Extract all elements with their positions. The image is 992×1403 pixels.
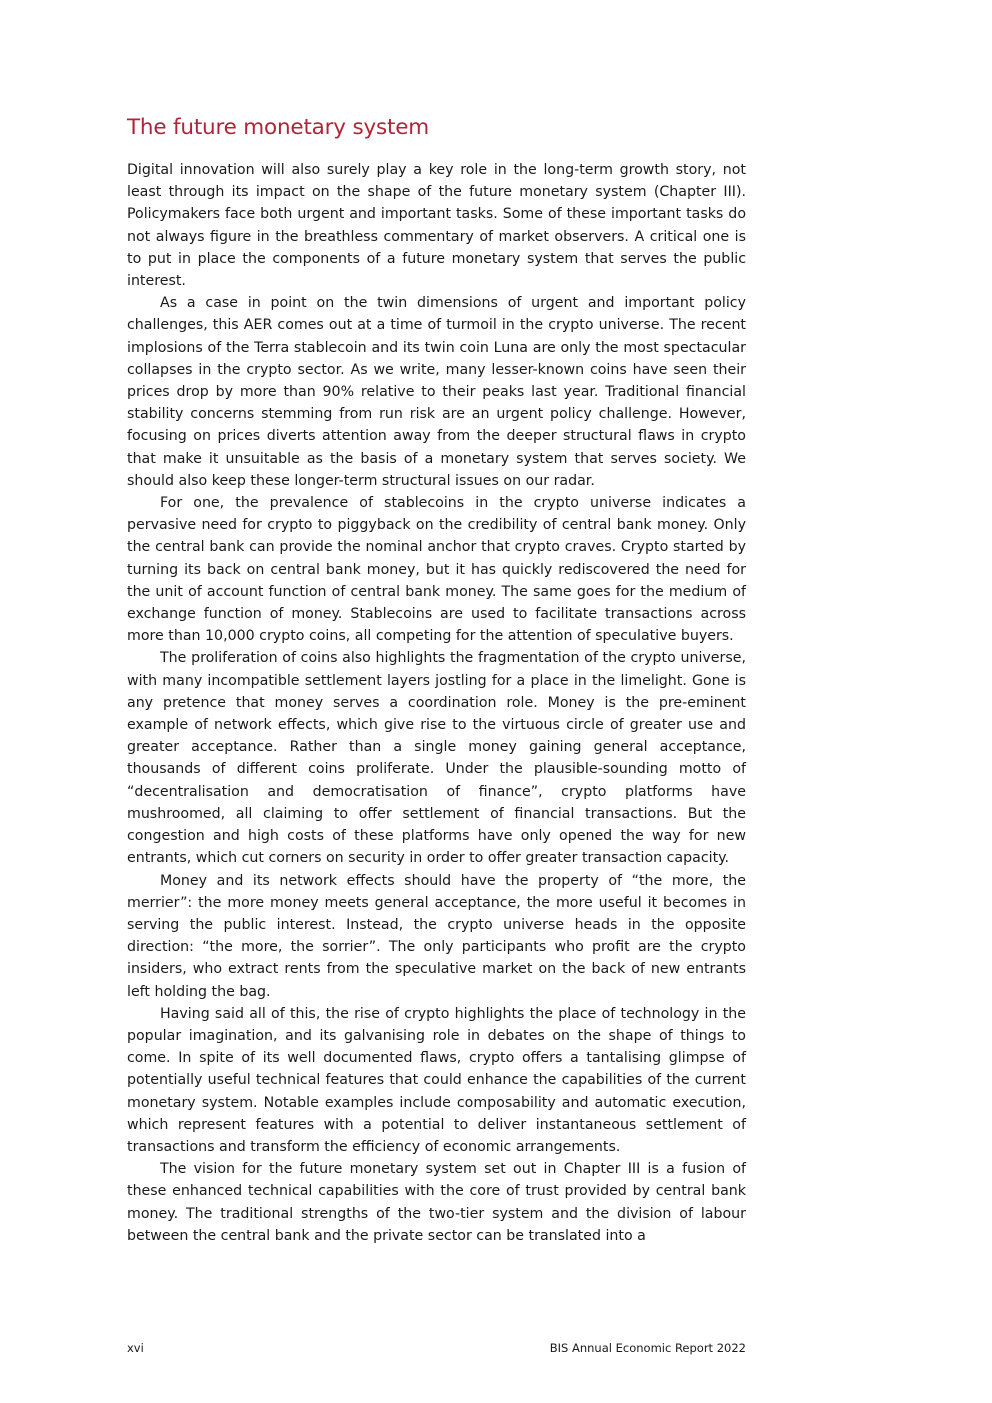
- page-number: xvi: [127, 1341, 144, 1355]
- publication-title: BIS Annual Economic Report 2022: [549, 1341, 746, 1355]
- paragraph-6: Having said all of this, the rise of crypto highlights the place of technology in the popular imagination, and its galvanising role in debates on the shape of things to come. In spite of its well documented flaws, crypto offers a tantalising glimpse of potentially useful technical features that could enhance the capabilities of the current monetary system. Notable examples include composability and automatic execution, which represent features with a potential to deliver instantaneous settlement of transactions and transform the efficiency of economic arrangements.: [127, 1005, 746, 1155]
- paragraph-1: Digital innovation will also surely play a key role in the long-term growth story, not least through its impact on the shape of the future monetary system (Chapter III). Policymakers face both urgent and important tasks. Some of these important tasks do not always figure in the breathless commentary of market observers. A critical one is to put in place the components of a future monetary system that serves the public interest.: [127, 162, 746, 290]
- paragraph-3: For one, the prevalence of stablecoins in the crypto universe indicates a pervasive need for crypto to piggyback on the credibility of central bank money. Only the central bank can provide the nominal anchor that crypto craves. Crypto started by turning its back on central bank money, but it has quickly rediscovered the need for the unit of account function of central bank money. The same goes for the medium of exchange function of money. Stablecoins are used to facilitate transactions across more than 10,000 crypto coins, all competing for the attention of speculative buyers.: [127, 495, 746, 645]
- paragraph-5: Money and its network effects should have the property of “the more, the merrier”: the more money meets general acceptance, the more useful it becomes in serving the public interest. Instead, the crypto universe heads in the opposite direction: “the more, the sorrier”. The only participants who profit are the crypto insiders, who extract rents from the speculative market on the back of new entrants left holding the bag.: [127, 872, 746, 1000]
- article-body: [127, 159, 746, 1247]
- paragraph-2: As a case in point on the twin dimensions of urgent and important policy challenges, this AER comes out at a time of turmoil in the crypto universe. The recent implosions of the Terra stablecoin and its twin coin Luna are only the most spectacular collapses in the crypto sector. As we write, many lesser-known coins have seen their prices drop by more than 90% relative to their peaks last year. Traditional financial stability concerns stemming from run risk are an urgent policy challenge. However, focusing on prices diverts attention away from the deeper structural flaws in crypto that make it unsuitable as the basis of a monetary system that serves society. We should also keep these longer-term structural issues on our radar.: [127, 295, 746, 489]
- paragraph-4: The proliferation of coins also highlights the fragmentation of the crypto universe, with many incompatible settlement layers jostling for a place in the limelight. Gone is any pretence that money serves a coordination role. Money is the pre-eminent example of network effects, which give rise to the virtuous circle of greater use and greater acceptance. Rather than a single money gaining general acceptance, thousands of different coins proliferate. Under the plausible-sounding motto of “decentralisation and democratisation of finance”, crypto platforms have mushroomed, all claiming to offer settlement of financial transactions. But the congestion and high costs of these platforms have only opened the way for new entrants, which cut corners on security in order to offer greater transaction capacity.: [127, 650, 746, 867]
- paragraph-7: The vision for the future monetary system set out in Chapter III is a fusion of these enhanced technical capabilities with the core of trust provided by central bank money. The traditional strengths of the two-tier system and the division of labour between the central bank and the private sector can be translated into a: [127, 1161, 746, 1244]
- page-title: The future monetary system: [127, 115, 429, 140]
